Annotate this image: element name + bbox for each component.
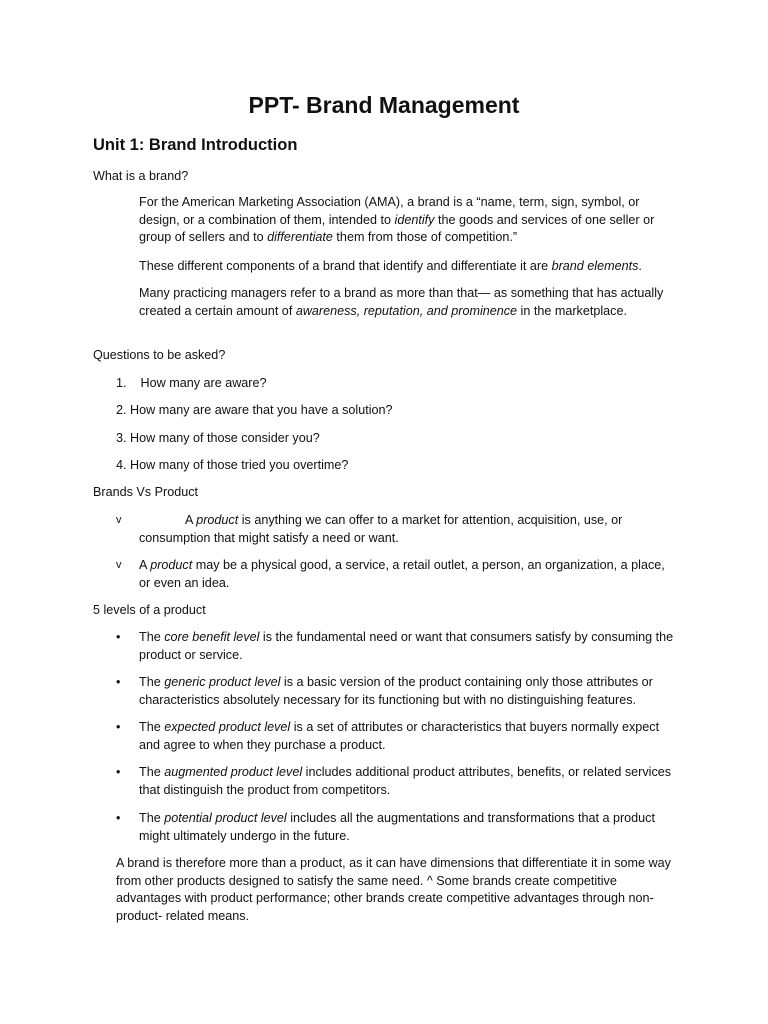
v-marker: v [116,514,122,526]
v-marker: v [116,559,122,571]
bullet-marker: • [116,720,121,734]
question-item: 4. How many of those tried you overtime? [116,458,349,472]
question-item: 3. How many of those consider you? [116,431,320,445]
questions-heading: Questions to be asked? [93,348,226,362]
level-item-core-benefit: The core benefit level is the fundamental need or want that consumers satisfy by consuming the product or service. [139,630,674,662]
bullet-marker: • [116,811,121,825]
ama-definition-paragraph: For the American Marketing Association (AMA), a brand is a “name, term, sign, symbol, or design, or a combination of them, intended to identify the goods and services of one seller or group of sellers and to differentiate them from those of competition.” [139,195,655,245]
closing-paragraph: A brand is therefore more than a product, as it can have dimensions that differentiate it in some way from other products designed to satisfy the same need. ^ Some brands create competitive advantages with product performance; other brands create competitive advantages through non-product- related means. [116,856,671,923]
level-item-augmented: The augmented product level includes additional product attributes, benefits, or related services that distinguish the product from competitors. [139,765,672,797]
question-item: 2. How many are aware that you have a solution? [116,403,393,417]
level-item-generic: The generic product level is a basic version of the product containing only those attributes or characteristics absolutely necessary for its functioning but with no distinguishing features. [139,675,653,707]
bullet-marker: • [116,765,121,779]
question-item: 1. How many are aware? [116,376,267,390]
level-item-potential: The potential product level includes all the augmentations and transformations that a product might ultimately undergo in the future. [139,811,655,843]
what-is-brand-question: What is a brand? [93,169,189,183]
bullet-marker: • [116,630,121,644]
managers-paragraph: Many practicing managers refer to a brand as more than that— as something that has actually created a certain amount of awareness, reputation, and prominence in the marketplace. [139,286,664,318]
unit-heading: Unit 1: Brand Introduction [93,136,298,154]
document-title: PPT- Brand Management [248,92,520,118]
brand-elements-paragraph: These different components of a brand that identify and differentiate it are brand elements. [139,259,642,273]
product-definition-1: A product is anything we can offer to a market for attention, acquisition, use, or consumption that might satisfy a need or want. [139,513,623,545]
bullet-marker: • [116,675,121,689]
brands-vs-product-heading: Brands Vs Product [93,485,198,499]
levels-heading: 5 levels of a product [93,603,206,617]
product-definition-2: A product may be a physical good, a service, a retail outlet, a person, an organization, a place, or even an idea. [139,558,665,590]
level-item-expected: The expected product level is a set of attributes or characteristics that buyers normally expect and agree to when they purchase a product. [139,720,660,752]
